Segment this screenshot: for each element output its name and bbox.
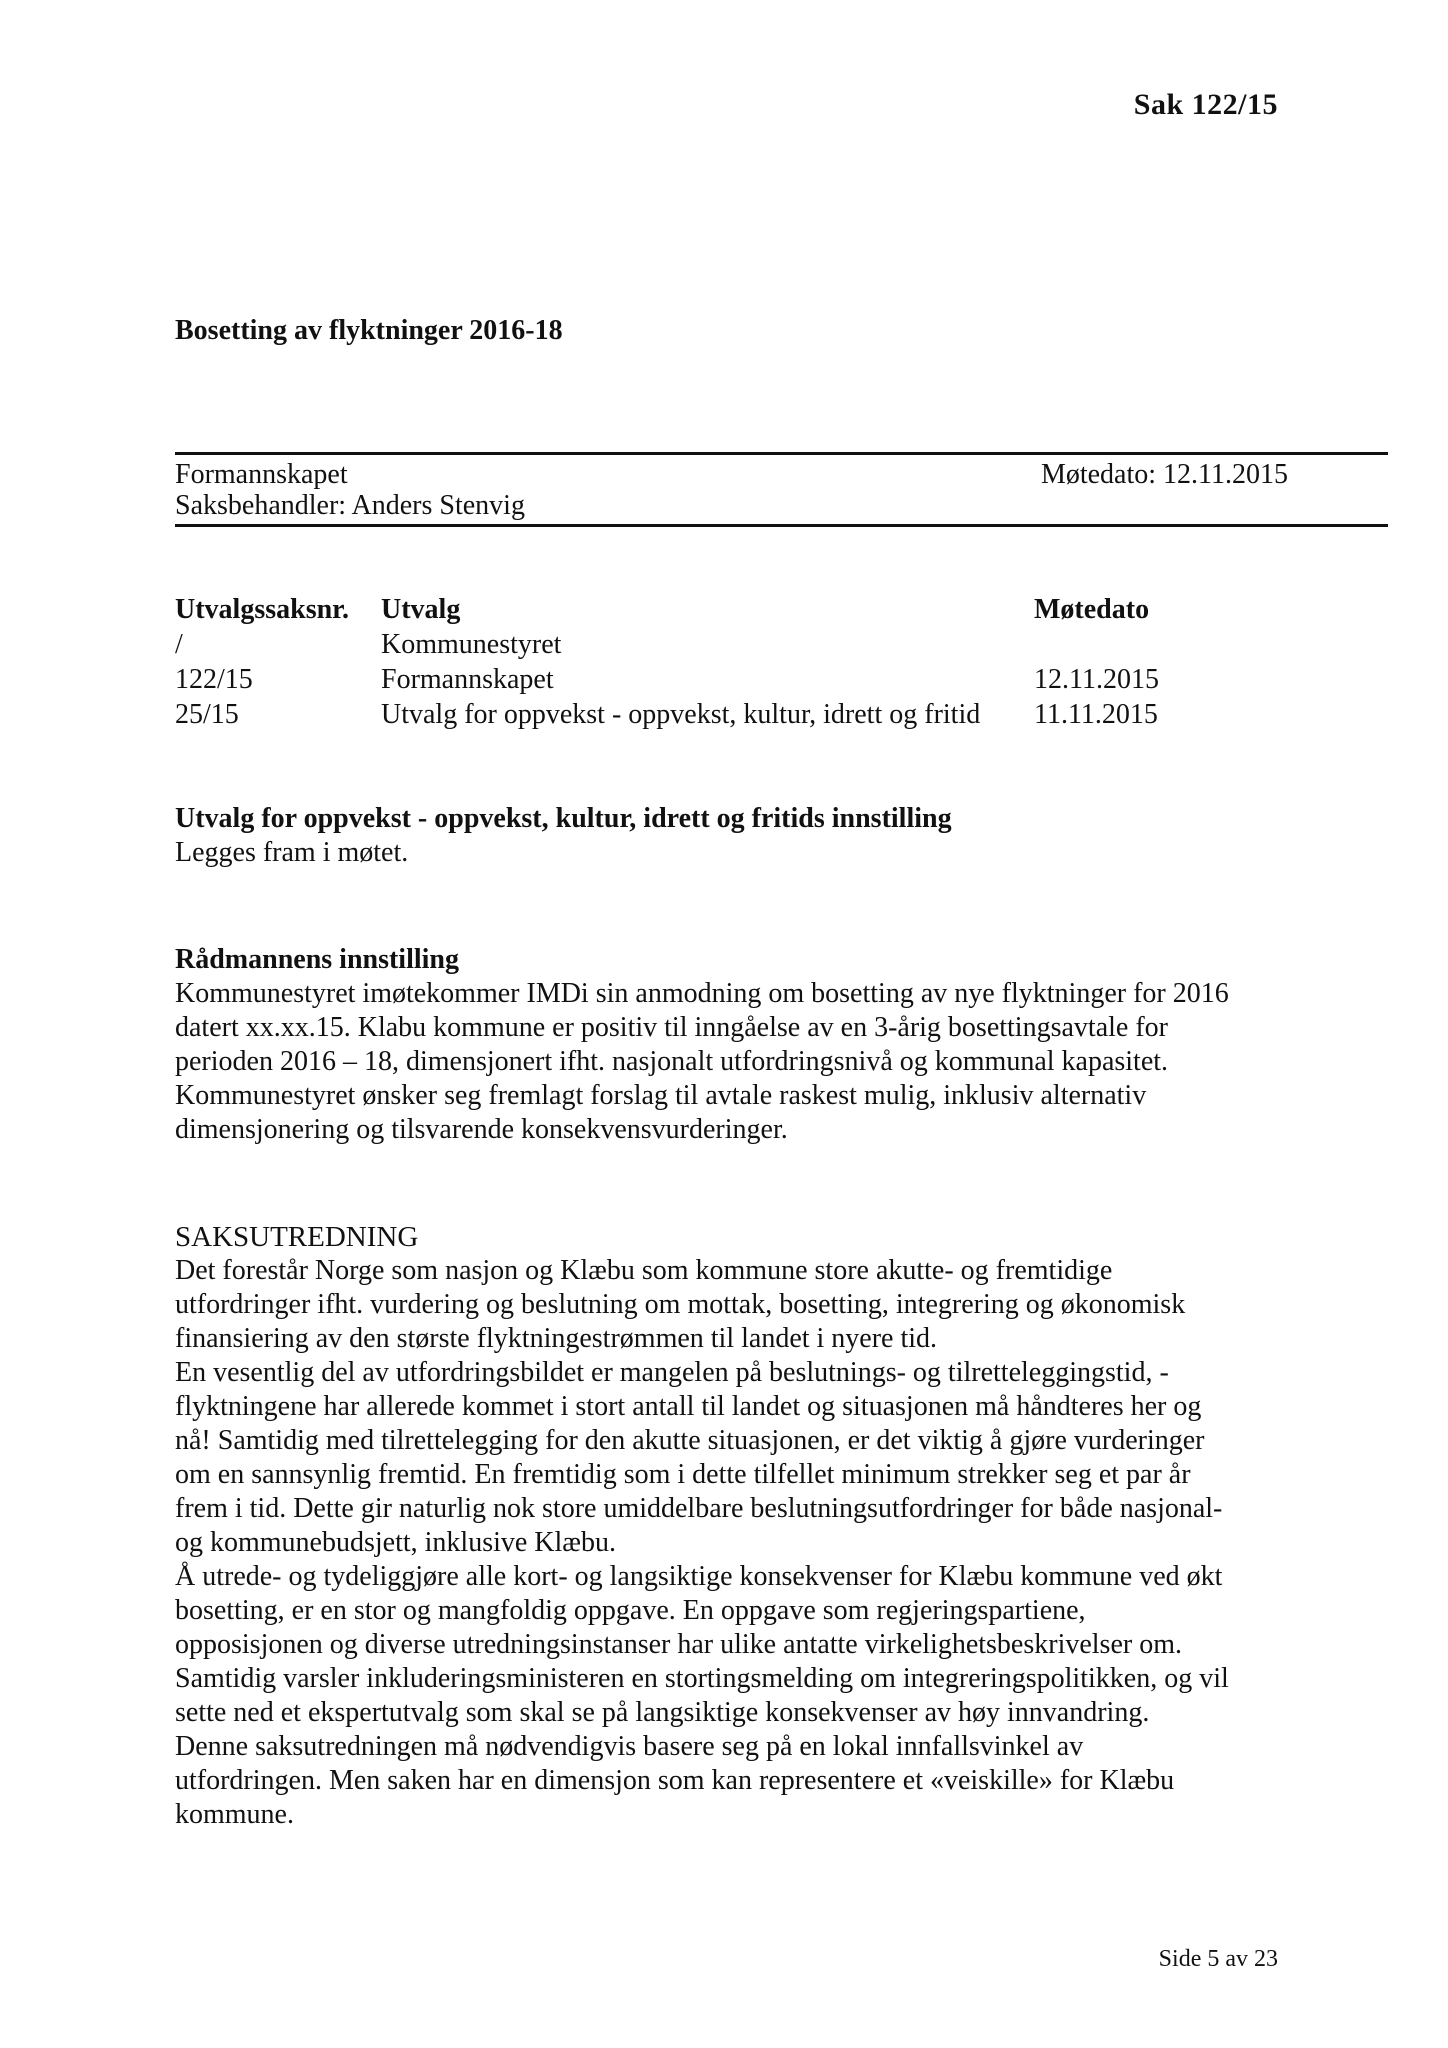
case-report-heading: SAKSUTREDNING (175, 1221, 419, 1253)
case-table-cell-case-no: 25/15 (175, 699, 239, 730)
case-table-cell-meeting-date: 12.11.2015 (1034, 664, 1159, 695)
text-line: og kommunebudsjett, inklusive Klæbu. (175, 1527, 616, 1558)
text-line: sette ned et ekspertutvalg som skal se på langsiktige konsekvenser av høy innvandring. (175, 1697, 1150, 1728)
text-line: flyktningene har allerede kommet i stort antall til landet og situasjonen må håndteres her og (175, 1391, 1202, 1422)
case-number: Sak 122/15 (1133, 88, 1278, 121)
text-line: finansiering av den største flyktningestrømmen til landet i nyere tid. (175, 1323, 938, 1354)
text-line: frem i tid. Dette gir naturlig nok store umiddelbare beslutningsutfordringer for både nasjonal- (175, 1493, 1223, 1524)
case-table-cell-case-no: 122/15 (175, 664, 253, 695)
meta-top-rule (175, 452, 1388, 455)
text-line: datert xx.xx.15. Klabu kommune er positiv til inngåelse av en 3-årig bosettingsavtale for (175, 1012, 1168, 1043)
text-line: Kommunestyret ønsker seg fremlagt forslag til avtale raskest mulig, inklusiv alternativ (175, 1080, 1147, 1111)
table-row (175, 627, 1174, 662)
chief-recommendation-heading: Rådmannens innstilling (175, 944, 459, 975)
text-line: perioden 2016 – 18, dimensjonert ifht. nasjonalt utfordringsnivå og kommunal kapasitet. (175, 1046, 1169, 1077)
text-line: om en sannsynlig fremtid. En fremtidig som i dette tilfellet minimum strekker seg et par år (175, 1459, 1191, 1490)
committee-recommendation (175, 802, 1305, 870)
text-line: utfordringer ifht. vurdering og beslutning om mottak, bosetting, integrering og økonomisk (175, 1289, 1186, 1320)
text-line: Det forestår Norge som nasjon og Klæbu som kommune store akutte- og fremtidige (175, 1255, 1113, 1286)
text-line: Samtidig varsler inkluderingsministeren en stortingsmelding om integreringspolitikken, og vil (175, 1663, 1229, 1694)
case-table-cell-case-no: / (175, 629, 183, 660)
document-title: Bosetting av flyktninger 2016-18 (175, 315, 563, 346)
case-table-cell-meeting-date (1034, 627, 1174, 662)
meta-case-officer: Saksbehandler: Anders Stenvig (175, 490, 525, 521)
text-line: kommune. (175, 1799, 294, 1830)
case-table-header-case-no: Utvalgssaksnr. (175, 594, 350, 625)
text-line: bosetting, er en stor og mangfoldig oppgave. En oppgave som regjeringspartiene, (175, 1595, 1086, 1626)
case-table-header-row (175, 592, 1174, 627)
case-table-cell-committee: Utvalg for oppvekst - oppvekst, kultur, idrett og fritid (381, 699, 981, 730)
text-line: utfordringen. Men saken har en dimensjon som kan representere et «veiskille» for Klæbu (175, 1765, 1175, 1796)
table-row (175, 662, 1174, 697)
case-table (175, 592, 1174, 732)
text-line: opposisjonen og diverse utredningsinstanser har ulike antatte virkelighetsbeskrivelser om. (175, 1629, 1182, 1660)
text-line: dimensjonering og tilsvarende konsekvensvurderinger. (175, 1114, 788, 1145)
committee-recommendation-text: Legges fram i møtet. (175, 837, 409, 868)
chief-recommendation (175, 943, 1305, 1147)
text-line: Denne saksutredningen må nødvendigvis basere seg på en lokal innfallsvinkel av (175, 1731, 1084, 1762)
case-table-header-committee: Utvalg (381, 594, 461, 625)
meta-meeting-date: Møtedato: 12.11.2015 (1040, 459, 1288, 490)
text-line: Kommunestyret imøtekommer IMDi sin anmodning om bosetting av nye flyktninger for 2016 (175, 978, 1229, 1009)
table-row (175, 697, 1174, 732)
case-report (175, 1220, 1305, 1832)
meta-body: Formannskapet (175, 459, 348, 490)
case-table-cell-committee: Kommunestyret (381, 629, 562, 660)
text-line: En vesentlig del av utfordringsbildet er mangelen på beslutnings- og tilretteleggingstid, - (175, 1357, 1169, 1388)
meta-bottom-rule (175, 524, 1388, 527)
committee-recommendation-heading: Utvalg for oppvekst - oppvekst, kultur, idrett og fritids innstilling (175, 803, 952, 834)
text-line: nå! Samtidig med tilrettelegging for den akutte situasjonen, er det viktig å gjøre vurderinger (175, 1425, 1205, 1456)
case-table-cell-committee: Formannskapet (381, 664, 554, 695)
case-table-header-meeting-date: Møtedato (1034, 594, 1150, 625)
text-line: Å utrede- og tydeliggjøre alle kort- og langsiktige konsekvenser for Klæbu kommune ved økt (175, 1561, 1223, 1592)
case-table-cell-meeting-date: 11.11.2015 (1034, 699, 1158, 730)
page-number: Side 5 av 23 (1158, 1946, 1278, 1972)
